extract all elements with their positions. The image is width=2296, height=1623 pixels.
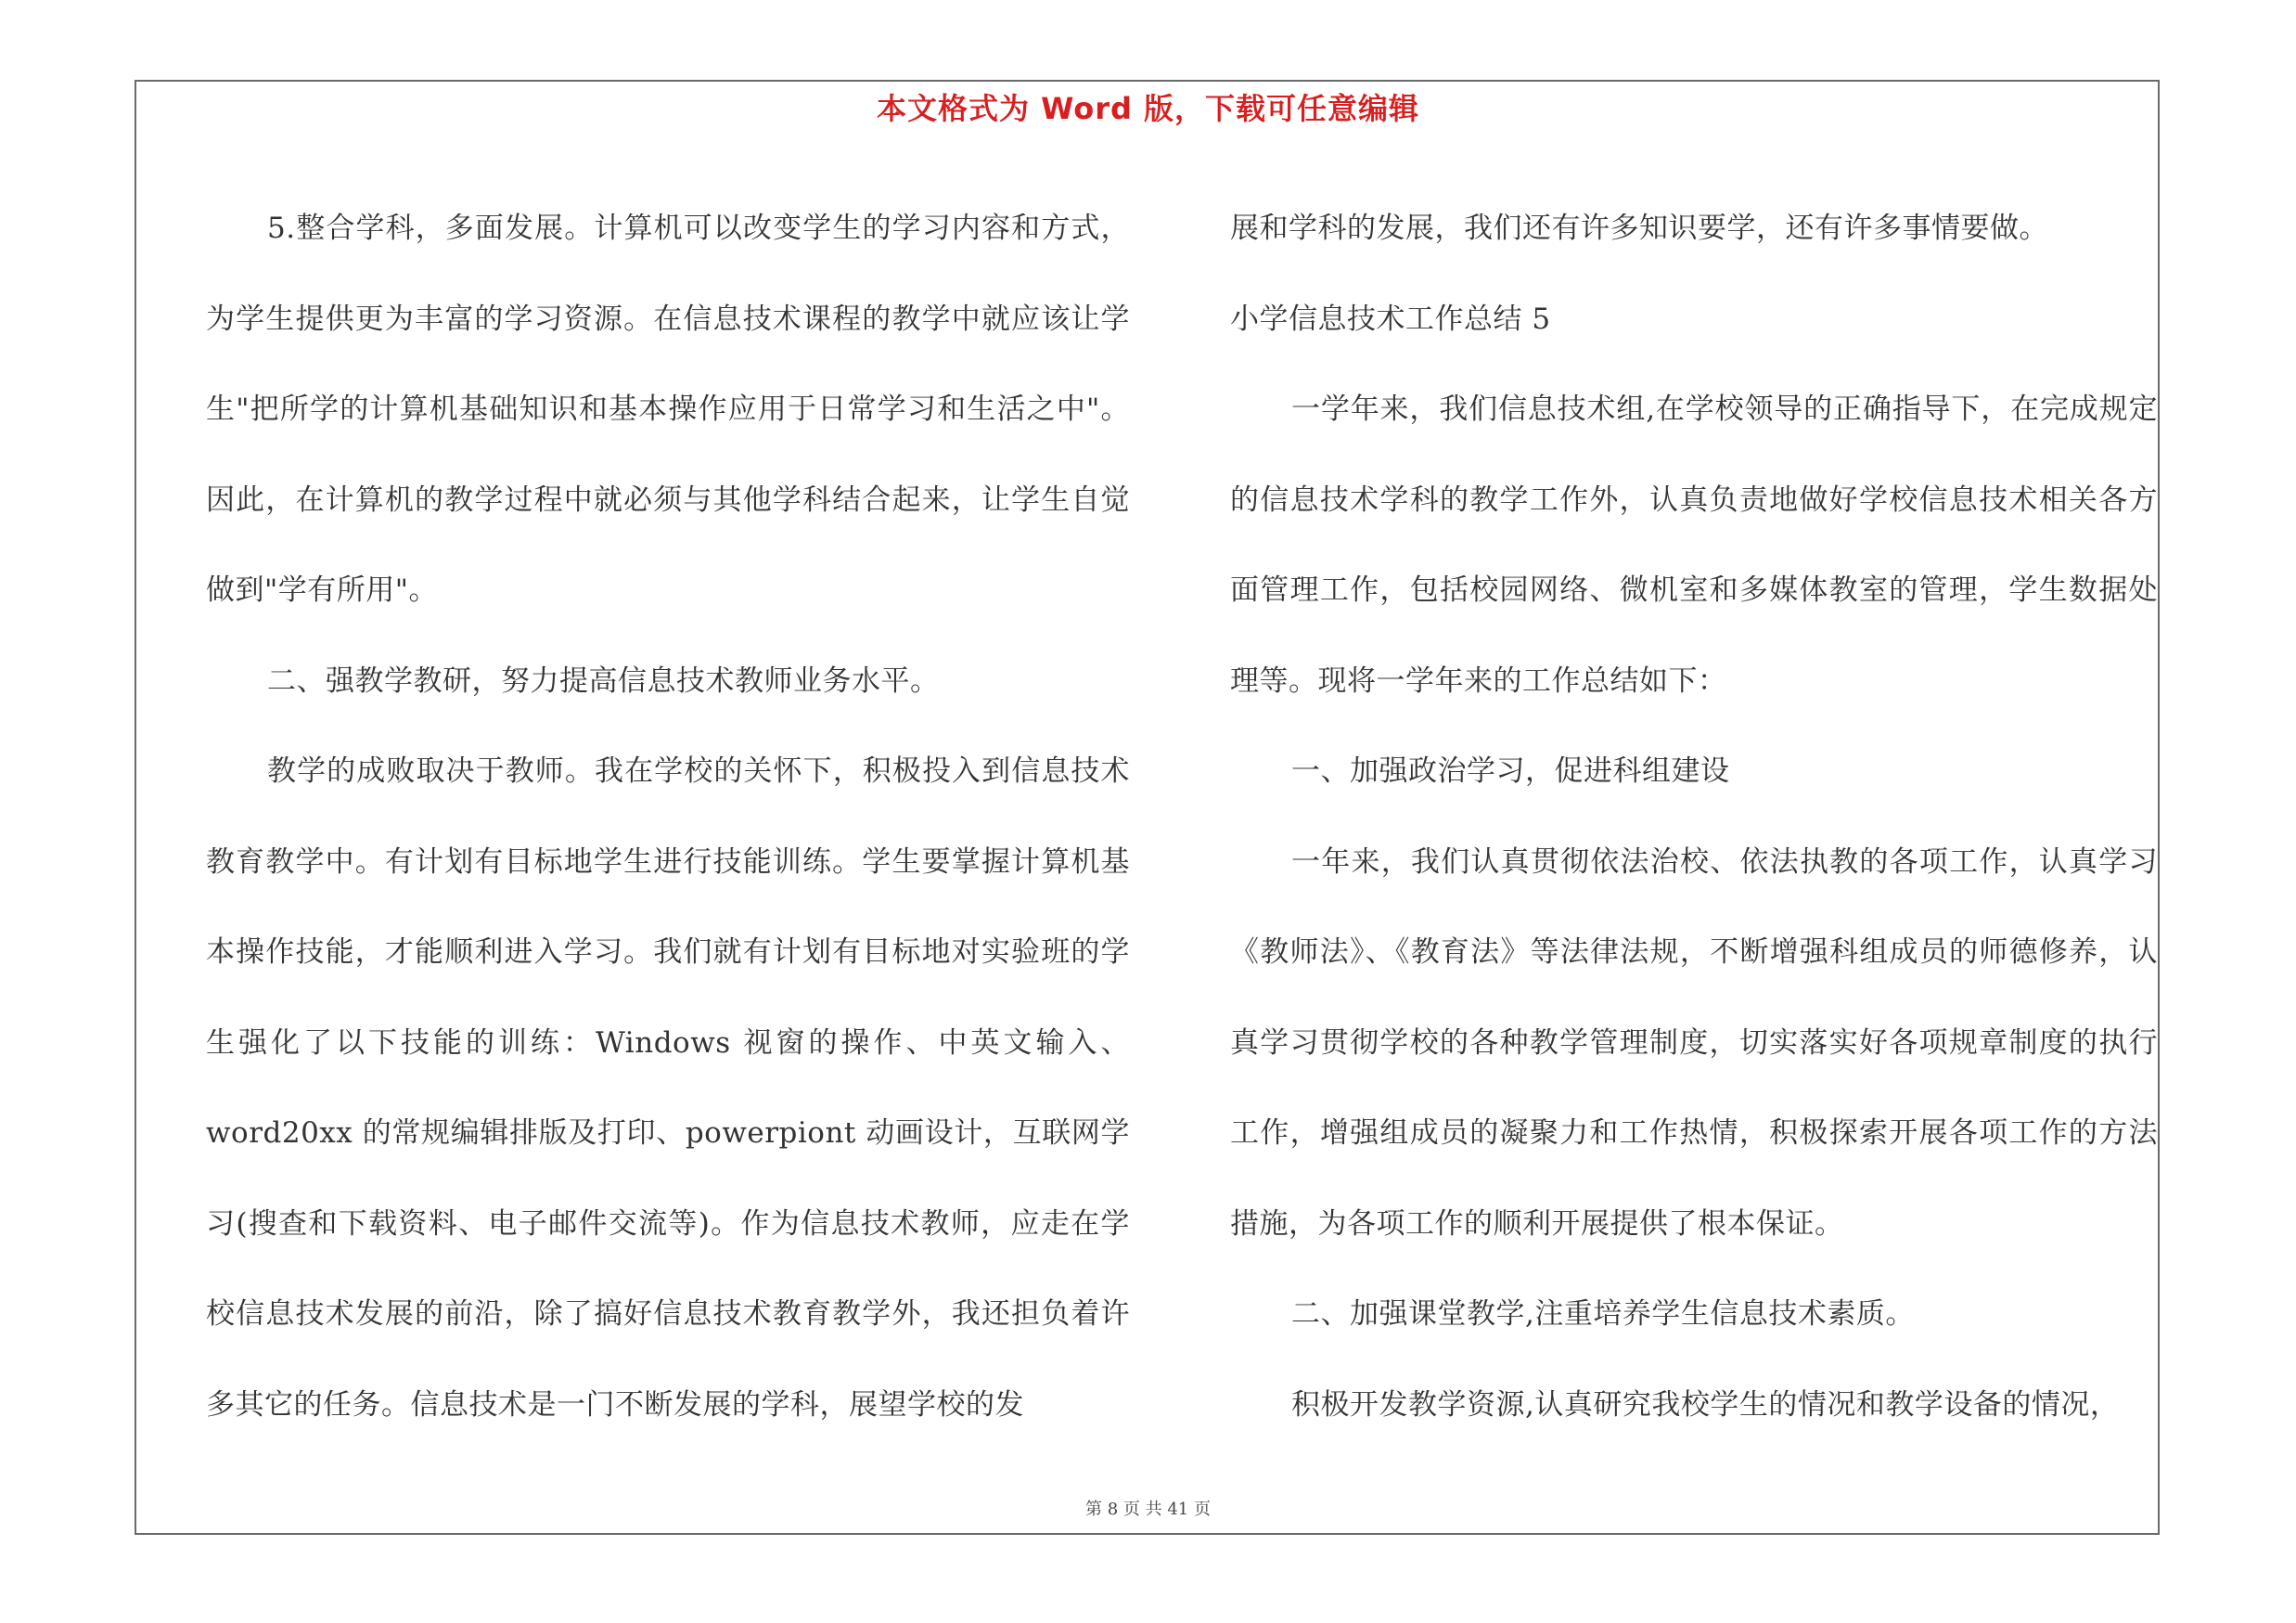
paragraph: 积极开发教学资源,认真研究我校学生的情况和教学设备的情况，	[1291, 1387, 2120, 1422]
paragraph: 一学年来，我们信息技术组,在学校领导的正确指导下，在完成规定的信息技术学科的教学工作外，认真负责地做好学校信息技术相关各方面管理工作，包括校园网络、微机室和多媒体教室的管理，学生数据处理等。现将一学年来的工作总结如下：	[1230, 393, 2158, 698]
paragraph: 教学的成败取决于教师。我在学校的关怀下，积极投入到信息技术教育教学中。有计划有目标地学生进行技能训练。学生要掌握计算机基本操作技能，才能顺利进入学习。我们就有计划有目标地对实验班的学生强化了以下技能的训练：Windows 视窗的操作、中英文输入、word20xx 的常规编辑排版及打印、powerpiont 动画设计，互联网学习(搜查和下载资料、电子邮件交流等)。作为信息技术教师，应走在学校信息技术发展的前沿，除了搞好信息技术教育教学外，我还担负着许多其它的任务。信息技术是一门不断发展的学科，展望学校的发	[206, 754, 1130, 1422]
section-heading: 二、强教学教研，努力提高信息技术教师业务水平。	[267, 663, 940, 698]
article-title: 小学信息技术工作总结 5	[1230, 302, 1551, 336]
banner-notice: 本文格式为 Word 版，下载可任意编辑	[876, 91, 1420, 126]
page-number: 第 8 页 共 41 页	[1085, 1500, 1211, 1519]
right-column	[1230, 184, 2158, 1450]
left-column	[206, 184, 1130, 1450]
paragraph: 一年来，我们认真贯彻依法治校、依法执教的各项工作，认真学习《教师法》、《教育法》等法律法规，不断增强科组成员的师德修养，认真学习贯彻学校的各种教学管理制度，切实落实好各项规章制度的执行工作，增强组成员的凝聚力和工作热情，积极探索开展各项工作的方法措施，为各项工作的顺利开展提供了根本保证。	[1230, 844, 2158, 1241]
section-heading: 二、加强课堂教学,注重培养学生信息技术素质。	[1291, 1297, 1915, 1331]
paragraph-continued: 展和学科的发展，我们还有许多知识要学，还有许多事情要做。	[1230, 212, 2048, 245]
section-heading: 一、加强政治学习，促进科组建设	[1291, 754, 1730, 788]
paragraph: 5.整合学科，多面发展。计算机可以改变学生的学习内容和方式，为学生提供更为丰富的学习资源。在信息技术课程的教学中就应该让学生"把所学的计算机基础知识和基本操作应用于日常学习和生活之中"。因此，在计算机的教学过程中就必须与其他学科结合起来，让学生自觉做到"学有所用"。	[206, 212, 1130, 607]
